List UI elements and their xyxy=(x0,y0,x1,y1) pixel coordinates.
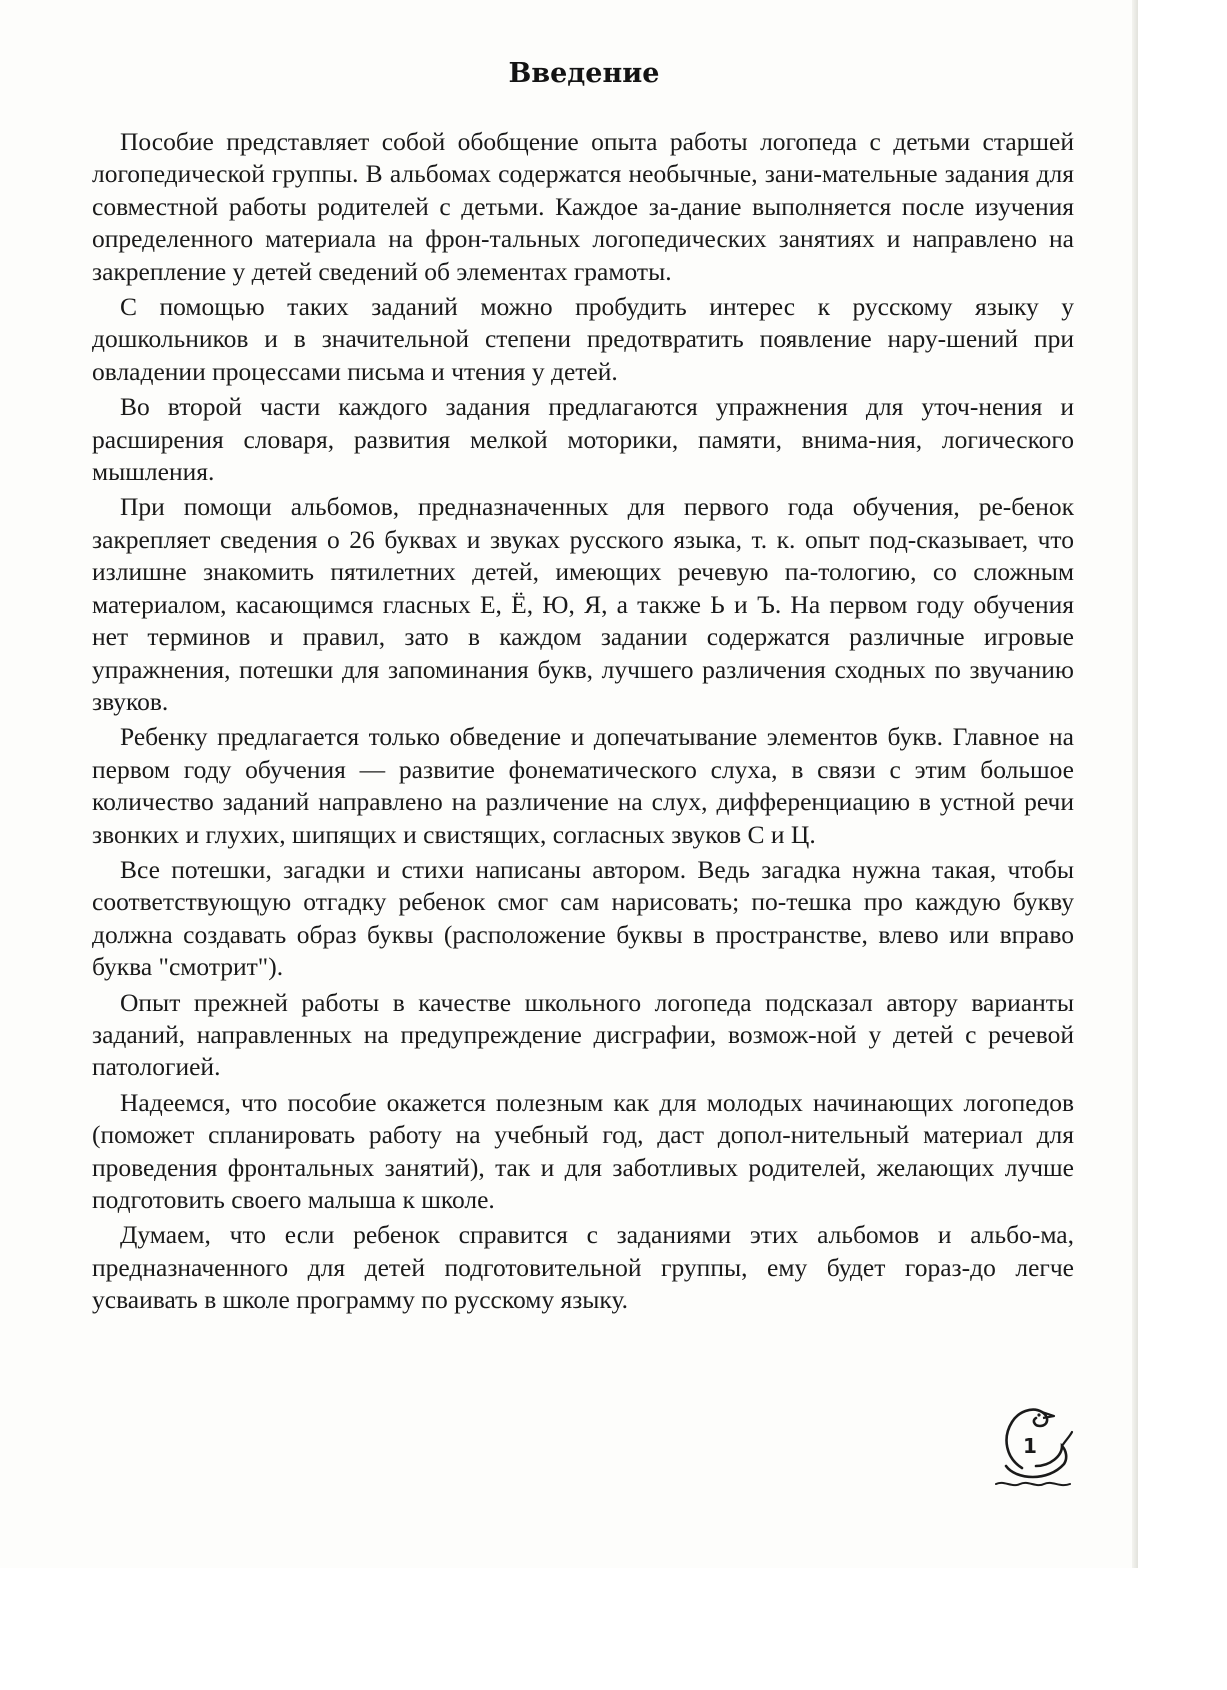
paragraph: Все потешки, загадки и стихи написаны автором. Ведь загадка нужна такая, чтобы соответствующую отгадку ребенок смог сам нарисовать; по-тешка про каждую букву должна создавать образ буквы (расположение буквы в пространстве, влево или вправо буква "смотрит"). xyxy=(92,854,1074,982)
paragraph: С помощью таких заданий можно пробудить интерес к русскому языку у дошкольников и в значительной степени предотвратить появление нару-шений при овладении процессами письма и чтения у детей. xyxy=(92,292,1074,386)
paragraph: Надеемся, что пособие окажется полезным как для молодых начинающих логопедов (поможет спланировать работу на учебный год, даст допол-нительный материал для проведения фронтальных занятий), так и для заботливых родителей, желающих лучше подготовить своего малыша к школе. xyxy=(92,1087,1074,1214)
body-text xyxy=(92,126,1074,1320)
paragraph: Опыт прежней работы в качестве школьного логопеда подсказал автору варианты заданий, направленных на предупреждение дисграфии, возмож-ной у детей с речевой патологией. xyxy=(92,987,1074,1082)
page-number: 1 xyxy=(1023,1434,1037,1458)
paragraph: Ребенку предлагается только обведение и допечатывание элементов букв. Главное на первом году обучения — развитие фонематического слуха, в связи с этим большое количество заданий направлено на различение на слух, дифференциацию в устной речи звонких и глухих, шипящих и свистящих, согласных звуков С и Ц. xyxy=(92,722,1074,849)
page-title: Введение xyxy=(508,58,660,89)
scan-edge xyxy=(1132,0,1138,1568)
paragraph: Думаем, что если ребенок справится с заданиями этих альбомов и альбо-ма, предназначенного для детей подготовительной группы, ему будет гораз-до легче усваивать в школе программу по русскому языку. xyxy=(92,1220,1074,1315)
paragraph: При помощи альбомов, предназначенных для первого года обучения, ре-бенок закрепляет сведения о 26 буквах и звуках русского языка, т. к. опыт под-сказывает, что излишне знакомить пятилетних детей, имеющих речевую па-тологию, со сложным материалом, касающимся гласных Е, Ё, Ю, Я, а также Ь и Ъ. На первом году обучения нет терминов и правил, зато в каждом задании содержатся различные игровые упражнения, потешки для запоминания букв, лучшего различения сходных по звучанию звуков. xyxy=(92,492,1074,716)
paragraph: Во второй части каждого задания предлагаются упражнения для уточ-нения и расширения словаря, развития мелкой моторики, памяти, внима-ния, логического мышления. xyxy=(92,392,1074,487)
paragraph: Пособие представляет собой обобщение опыта работы логопеда с детьми старшей логопедической группы. В альбомах содержатся необычные, зани-мательные задания для совместной работы родителей с детьми. Каждое за-дание выполняется после изучения определенного материала на фрон-тальных логопедических занятиях и направлено на закрепление у детей сведений об элементах грамоты. xyxy=(92,127,1074,286)
